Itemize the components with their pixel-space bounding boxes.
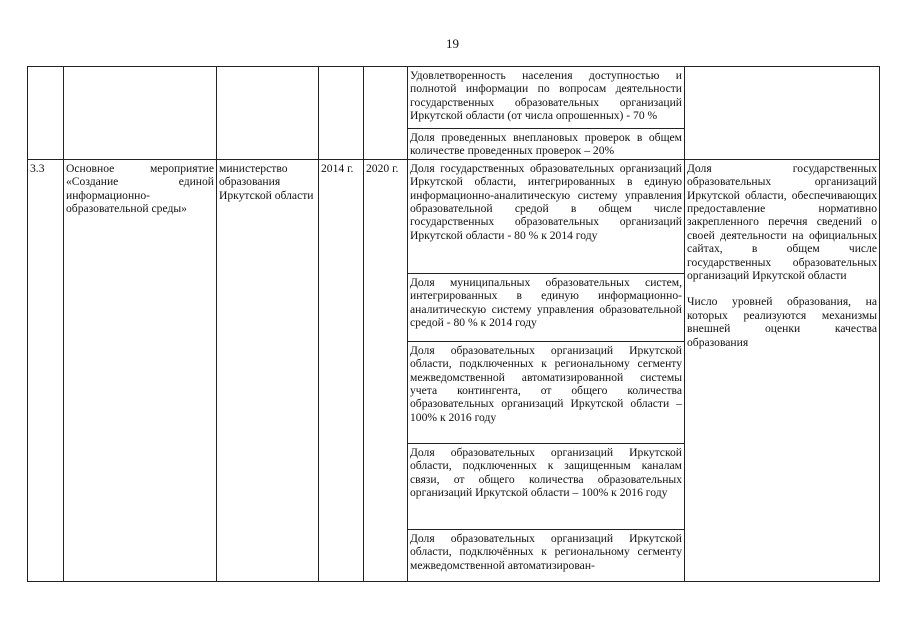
cell-number-empty	[28, 67, 64, 160]
result-text: Число уровней образования, на которых реализуются механизмы внешней оценки качества образования	[687, 295, 877, 349]
executor: министерство образования Иркутской области	[217, 159, 319, 581]
table-row	[28, 159, 880, 273]
end-year: 2020 г.	[364, 159, 408, 581]
cell-results-empty	[685, 67, 880, 160]
indicator-cell: Доля образовательных организаций Иркутской области, подключенных к защищенным каналам связи, от общего количества образовательных организаций Иркутской области – 100% к 2016 году	[408, 443, 685, 529]
result-spacer	[687, 282, 877, 295]
indicator-cell: Доля проведенных внеплановых проверок в общем количестве проведенных проверок – 20%	[408, 129, 685, 160]
indicator-cell: Доля образовательных организаций Иркутской области, подключенных к региональному сегменту межведомственной автоматизированной системы учета контингента, от общего количества образовательных организаций Иркутской области – 100% к 2016 году	[408, 341, 685, 443]
cell-start-empty	[319, 67, 364, 160]
cell-executor-empty	[217, 67, 319, 160]
page-number: 19	[446, 36, 459, 51]
cell-end-empty	[364, 67, 408, 160]
indicator-cell: Удовлетворенность населения доступностью и полнотой информации по вопросам деятельности государственных образовательных организаций Иркутской области (от числа опрошенных) - 70 %	[408, 67, 685, 129]
measures-table	[27, 66, 880, 582]
indicator-cell: Доля государственных образовательных организаций Иркутской области, интегрированных в единую информационно-аналитическую систему управления образовательной средой в общем числе государственных образовательных организаций Иркутской области - 80 % к 2014 году	[408, 159, 685, 273]
start-year: 2014 г.	[319, 159, 364, 581]
result-text: Доля государственных образовательных организаций Иркутской области, обеспечивающих предоставление нормативно закрепленного перечня сведений о своей деятельности на официальных сайтах, в общем числе государственных образовательных организаций Иркутской области	[687, 161, 877, 283]
indicator-cell: Доля муниципальных образовательных систем, интегрированных в единую информационно-аналитическую систему управления образовательной средой - 80 % к 2014 году	[408, 273, 685, 341]
indicator-cell: Доля образовательных организаций Иркутской области, подключённых к региональному сегменту межведомственной автоматизирован-	[408, 529, 685, 581]
table-row	[28, 67, 880, 129]
cell-measure-empty	[64, 67, 217, 160]
measure-title: Основное мероприятие «Создание единой информационно-образовательной среды»	[64, 159, 217, 581]
results-cell	[685, 159, 880, 581]
measure-number: 3.3	[28, 159, 64, 581]
